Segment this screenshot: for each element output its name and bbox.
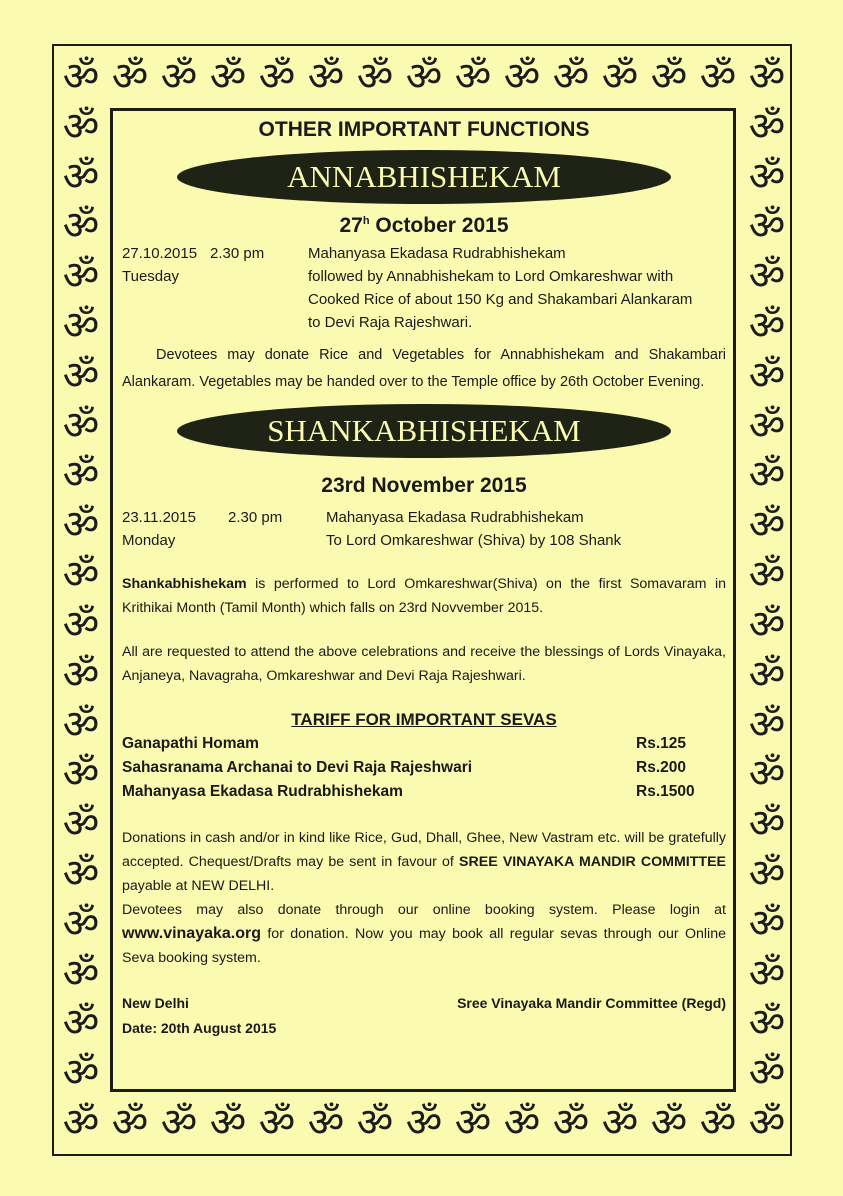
invitation-text: All are requested to attend the above celebrations and receive the blessings of Lords Vinayaka, Anjaneya, Navagraha, Omkareshwar and Devi Raja Rajeshwari. [122,644,726,684]
om-symbol-icon: ॐ [160,1100,198,1146]
om-symbol-icon: ॐ [748,203,786,250]
donations-paragraph: Donations in cash and/or in kind like Rice, Gud, Dhall, Ghee, New Vastram etc. will be gratefully accepted. Chequest/Drafts may be sent in favour of SREE VINAYAKA MANDIR COMMITTEE payable at NEW DELHI. [122,830,726,894]
om-symbol-icon: ॐ [748,1100,786,1146]
shankabhishekam-banner: SHANKABHISHEKAM [177,404,671,458]
om-symbol-icon: ॐ [454,54,492,100]
om-symbol-icon: ॐ [62,1000,100,1047]
tariff-item: Sahasranama Archanai to Devi Raja Rajeshwari Rs.200 [122,759,686,776]
om-symbol-icon: ॐ [748,153,786,200]
om-symbol-icon: ॐ [748,452,786,499]
om-symbol-icon: ॐ [748,701,786,748]
om-symbol-icon: ॐ [62,352,100,399]
om-symbol-icon: ॐ [748,402,786,449]
om-symbol-icon: ॐ [748,900,786,947]
annabhishekam-note: Devotees may donate Rice and Vegetables for Annabhishekam and Shakambari Alankaram. Vegetables may be handed over to the Temple office by 26th October Evening. [122,347,726,390]
om-symbol-icon: ॐ [503,1100,541,1146]
footer-date: Date: 20th August 2015 [122,1020,277,1036]
om-symbol-icon: ॐ [748,1000,786,1047]
om-symbol-icon: ॐ [748,54,786,100]
om-symbol-icon: ॐ [62,651,100,698]
om-symbol-icon: ॐ [454,1100,492,1146]
om-symbol-icon: ॐ [356,54,394,100]
om-symbol-icon: ॐ [405,1100,443,1146]
om-symbol-icon: ॐ [748,801,786,848]
om-symbol-icon: ॐ [748,352,786,399]
om-symbol-icon: ॐ [160,54,198,100]
om-symbol-icon: ॐ [62,801,100,848]
om-symbol-icon: ॐ [748,253,786,300]
website-link[interactable]: www.vinayaka.org [122,925,262,942]
shankabhishekam-description: Shankabhishekam is performed to Lord Omkareshwar(Shiva) on the first Somavaram in Krithikai Month (Tamil Month) which falls on 23rd Novvember 2015. [122,576,726,616]
om-symbol-icon: ॐ [650,1100,688,1146]
tariff-title: TARIFF FOR IMPORTANT SEVAS [291,710,557,729]
om-symbol-icon: ॐ [601,54,639,100]
om-symbol-icon: ॐ [62,253,100,300]
om-symbol-icon: ॐ [601,1100,639,1146]
om-symbol-icon: ॐ [748,850,786,897]
om-symbol-icon: ॐ [62,203,100,250]
schedule-row: Cooked Rice of about 150 Kg and Shakambari Alankaram [308,291,693,308]
om-symbol-icon: ॐ [748,651,786,698]
om-symbol-icon: ॐ [650,54,688,100]
tariff-item: Mahanyasa Ekadasa Rudrabhishekam Rs.1500 [122,783,695,800]
om-symbol-icon: ॐ [62,552,100,599]
om-symbol-icon: ॐ [307,1100,345,1146]
om-symbol-icon: ॐ [748,502,786,549]
om-symbol-icon: ॐ [699,1100,737,1146]
annabhishekam-banner: ANNABHISHEKAM [177,150,671,204]
om-symbol-icon: ॐ [62,601,100,648]
om-symbol-icon: ॐ [552,1100,590,1146]
page-title: OTHER IMPORTANT FUNCTIONS [258,118,590,141]
om-symbol-icon: ॐ [62,950,100,997]
annabhishekam-date: 27$^h$ October 2015 [339,214,509,237]
om-symbol-icon: ॐ [62,701,100,748]
om-symbol-icon: ॐ [748,552,786,599]
tariff-item: Ganapathi Homam Rs.125 [122,735,686,752]
om-symbol-icon: ॐ [111,1100,149,1146]
schedule-row: 27.10.2015 2.30 pm Mahanyasa Ekadasa Rudrabhishekam [122,245,566,262]
schedule-row: to Devi Raja Rajeshwari. [308,314,473,331]
footer [122,990,726,1016]
om-symbol-icon: ॐ [748,303,786,350]
om-symbol-icon: ॐ [748,950,786,997]
om-symbol-icon: ॐ [307,54,345,100]
om-symbol-icon: ॐ [209,54,247,100]
om-symbol-icon: ॐ [111,54,149,100]
om-symbol-icon: ॐ [748,1050,786,1097]
annabhishekam-schedule [122,242,726,334]
om-symbol-icon: ॐ [405,54,443,100]
om-symbol-icon: ॐ [62,1050,100,1097]
om-symbol-icon: ॐ [62,103,100,150]
om-symbol-icon: ॐ [62,850,100,897]
om-symbol-icon: ॐ [699,54,737,100]
om-symbol-icon: ॐ [62,900,100,947]
tariff-list [122,732,726,804]
om-symbol-icon: ॐ [748,103,786,150]
shankabhishekam-schedule [122,506,726,552]
footer-place: New Delhi [122,995,189,1011]
om-symbol-icon: ॐ [503,54,541,100]
schedule-row: Monday To Lord Omkareshwar (Shiva) by 108 Shank [122,532,622,549]
schedule-row: Tuesday followed by Annabhishekam to Lord Omkareshwar with [122,268,674,285]
om-symbol-icon: ॐ [62,452,100,499]
online-donation-paragraph: Devotees may also donate through our online booking system. Please login at www.vinayaka.org for donation. Now you may book all regular sevas through our Online Seva booking system. [122,902,726,966]
om-symbol-icon: ॐ [258,54,296,100]
om-symbol-icon: ॐ [62,751,100,798]
om-symbol-icon: ॐ [62,54,100,100]
shankabhishekam-date: 23rd November 2015 [321,474,527,497]
om-symbol-icon: ॐ [356,1100,394,1146]
om-symbol-icon: ॐ [62,402,100,449]
om-symbol-icon: ॐ [62,303,100,350]
notice-content [122,112,726,1072]
om-symbol-icon: ॐ [62,502,100,549]
footer-committee: Sree Vinayaka Mandir Committee (Regd) [457,995,726,1011]
schedule-row: 23.11.2015 2.30 pm Mahanyasa Ekadasa Rudrabhishekam [122,509,584,526]
om-symbol-icon: ॐ [62,1100,100,1146]
om-symbol-icon: ॐ [62,153,100,200]
om-symbol-icon: ॐ [748,601,786,648]
om-symbol-icon: ॐ [552,54,590,100]
om-symbol-icon: ॐ [258,1100,296,1146]
om-symbol-icon: ॐ [748,751,786,798]
om-symbol-icon: ॐ [209,1100,247,1146]
